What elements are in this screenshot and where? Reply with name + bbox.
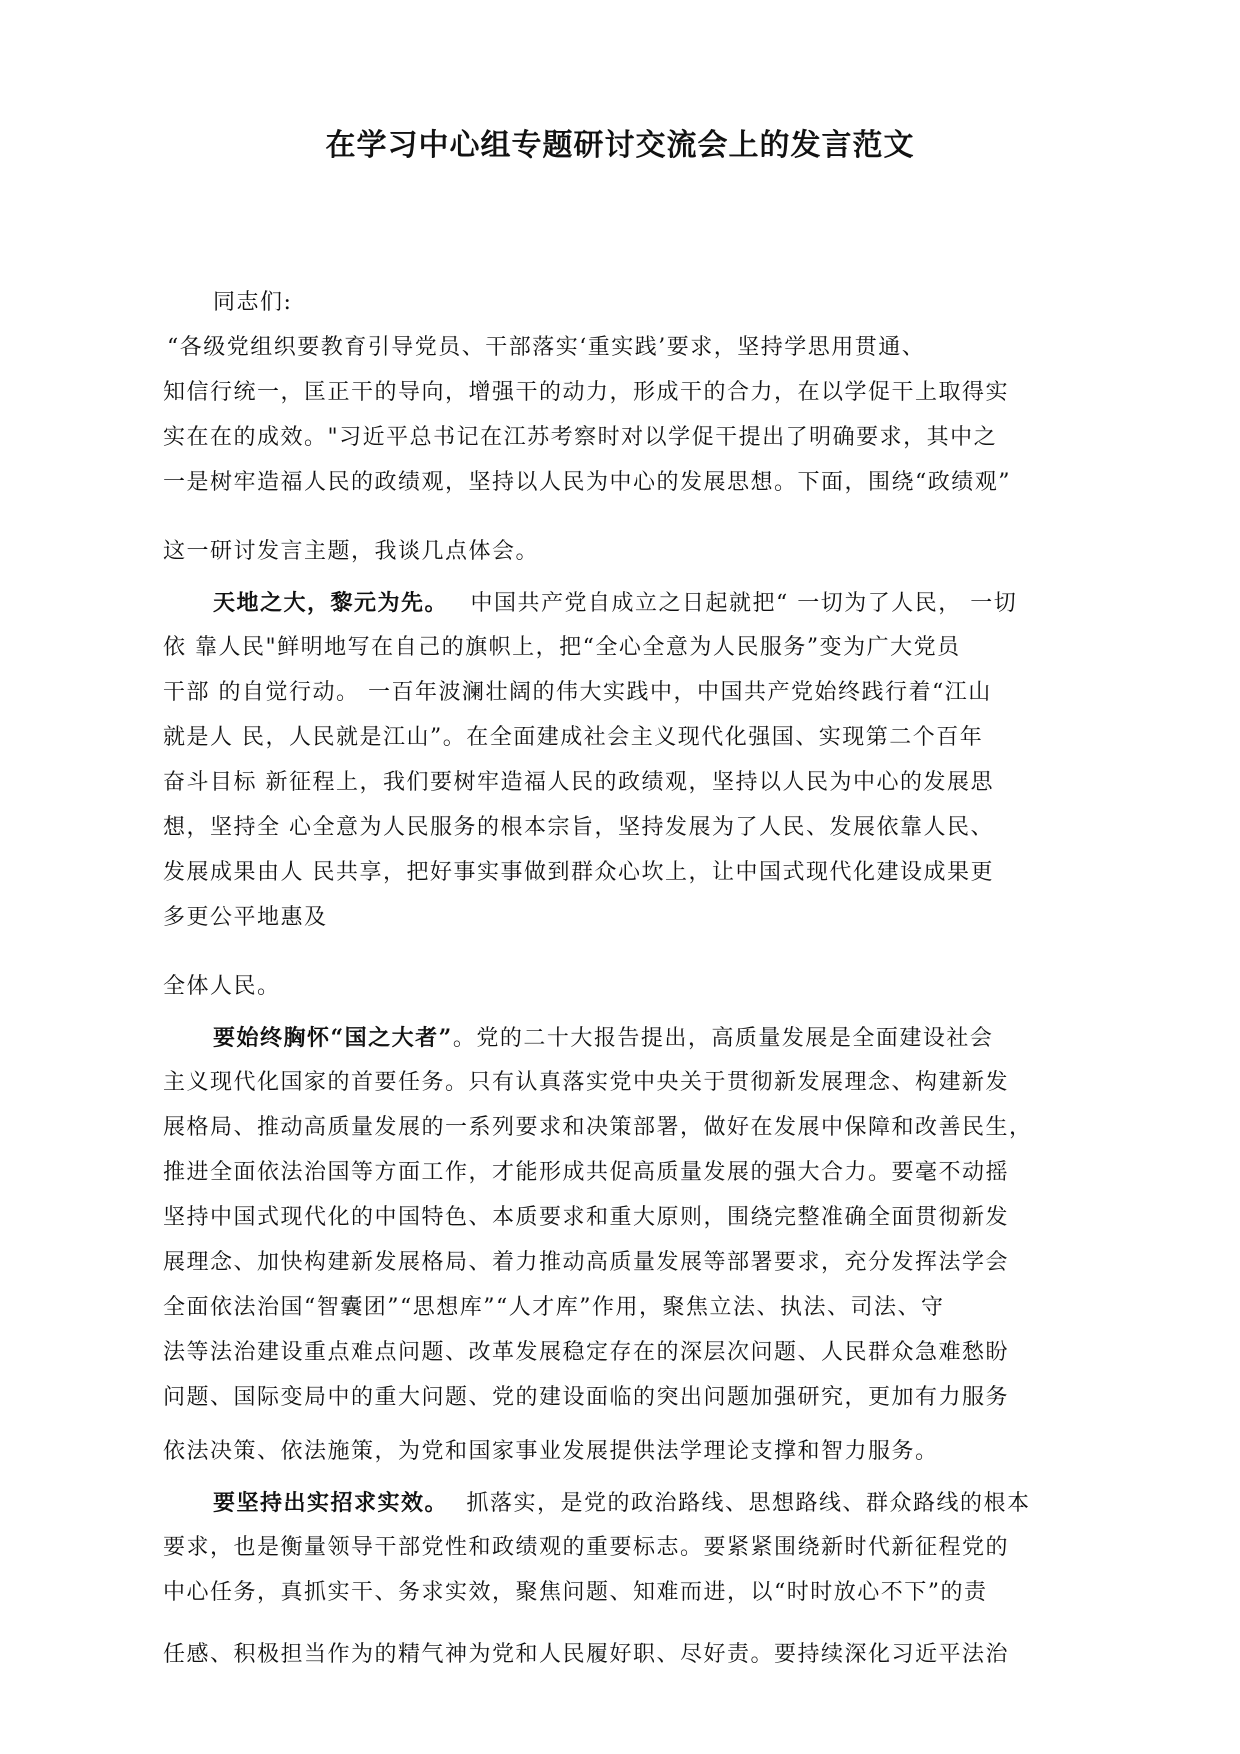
section-2-line: 法等法治建设重点难点问题、改革发展稳定存在的深层次问题、人民群众急难愁盼 xyxy=(163,1340,1010,1365)
section-2-line: 问题、国际变局中的重大问题、党的建设面临的突出问题加强研究，更加有力服务 xyxy=(163,1385,1010,1410)
section-3-text: 抓落实，是党的政治路线、思想路线、群众路线的根本 xyxy=(466,1491,1031,1516)
section-2-text: 。党的二十大报告提出，高质量发展是全面建设社会 xyxy=(452,1026,994,1051)
section-1-line: 奋斗目标 新征程上，我们要树牢造福人民的政绩观，坚持以人民为中心的发展思 xyxy=(163,770,994,795)
section-2-first-line xyxy=(213,1023,993,1054)
section-1-line: 多更公平地惠及 xyxy=(163,905,328,930)
section-1-first-line xyxy=(213,588,1017,619)
intro-line: 一是树牢造福人民的政绩观，坚持以人民为中心的发展思想。下面，围绕“政绩观” xyxy=(163,470,1011,495)
section-1-text: 中国共产党自成立之日起就把“ 一切为了人民， 一切 xyxy=(470,591,1018,616)
section-1-line: 就是人 民，人民就是江山”。在全面建成社会主义现代化强国、实现第二个百年 xyxy=(163,725,984,750)
section-3-line: 要求，也是衡量领导干部党性和政绩观的重要标志。要紧紧围绕新时代新征程党的 xyxy=(163,1535,1010,1560)
section-2-line: 展格局、推动高质量发展的一系列要求和决策部署，做好在发展中保障和改善民生， xyxy=(163,1115,1033,1140)
section-1-line: 干部 的自觉行动。 一百年波澜壮阔的伟大实践中，中国共产党始终践行着“江山 xyxy=(163,680,992,705)
intro-line: 这一研讨发言主题，我谈几点体会。 xyxy=(163,539,540,564)
document-title: 在学习中心组专题研讨交流会上的发言范文 xyxy=(325,128,915,163)
section-3-heading: 要坚持出实招求实效。 xyxy=(213,1490,449,1516)
section-2-line: 坚持中国式现代化的中国特色、本质要求和重大原则，围绕完整准确全面贯彻新发 xyxy=(163,1205,1010,1230)
section-2-line: 推进全面依法治国等方面工作，才能形成共促高质量发展的强大合力。要毫不动摇 xyxy=(163,1160,1010,1185)
section-1-line: 全体人民。 xyxy=(163,974,281,999)
section-3-first-line xyxy=(213,1488,1031,1519)
section-2-heading: 要始终胸怀“国之大者” xyxy=(213,1025,453,1051)
section-1-heading: 天地之大，黎元为先。 xyxy=(213,590,449,616)
section-1-line: 发展成果由人 民共享，把好事实事做到群众心坎上，让中国式现代化建设成果更 xyxy=(163,860,994,885)
salutation: 同志们: xyxy=(213,290,293,315)
intro-line: 知信行统一，匡正干的导向，增强干的动力，形成干的合力，在以学促干上取得实 xyxy=(163,380,1010,405)
intro-line: 实在在的成效。"习近平总书记在江苏考察时对以学促干提出了明确要求，其中之 xyxy=(163,425,998,450)
section-2-line: 全面依法治国“智囊团”“思想库”“人才库”作用，聚焦立法、执法、司法、守 xyxy=(163,1295,945,1320)
section-2-line: 主义现代化国家的首要任务。只有认真落实党中央关于贯彻新发展理念、构建新发 xyxy=(163,1070,1010,1095)
intro-line: “各级党组织要教育引导党员、干部落实‘重实践’要求，坚持学思用贯通、 xyxy=(167,335,926,360)
section-1-line: 想，坚持全 心全意为人民服务的根本宗旨，坚持发展为了人民、发展依靠人民、 xyxy=(163,815,994,840)
section-2-line: 依法决策、依法施策，为党和国家事业发展提供法学理论支撑和智力服务。 xyxy=(163,1439,939,1464)
section-3-line: 任感、积极担当作为的精气神为党和人民履好职、尽好责。要持续深化习近平法治 xyxy=(163,1642,1010,1667)
section-3-line: 中心任务，真抓实干、务求实效，聚焦问题、知难而进，以“时时放心不下”的责 xyxy=(163,1580,988,1605)
section-2-line: 展理念、加快构建新发展格局、着力推动高质量发展等部署要求，充分发挥法学会 xyxy=(163,1250,1010,1275)
section-1-line: 依 靠人民"鲜明地写在自己的旗帜上，把“全心全意为人民服务”变为广大党员 xyxy=(163,635,961,660)
